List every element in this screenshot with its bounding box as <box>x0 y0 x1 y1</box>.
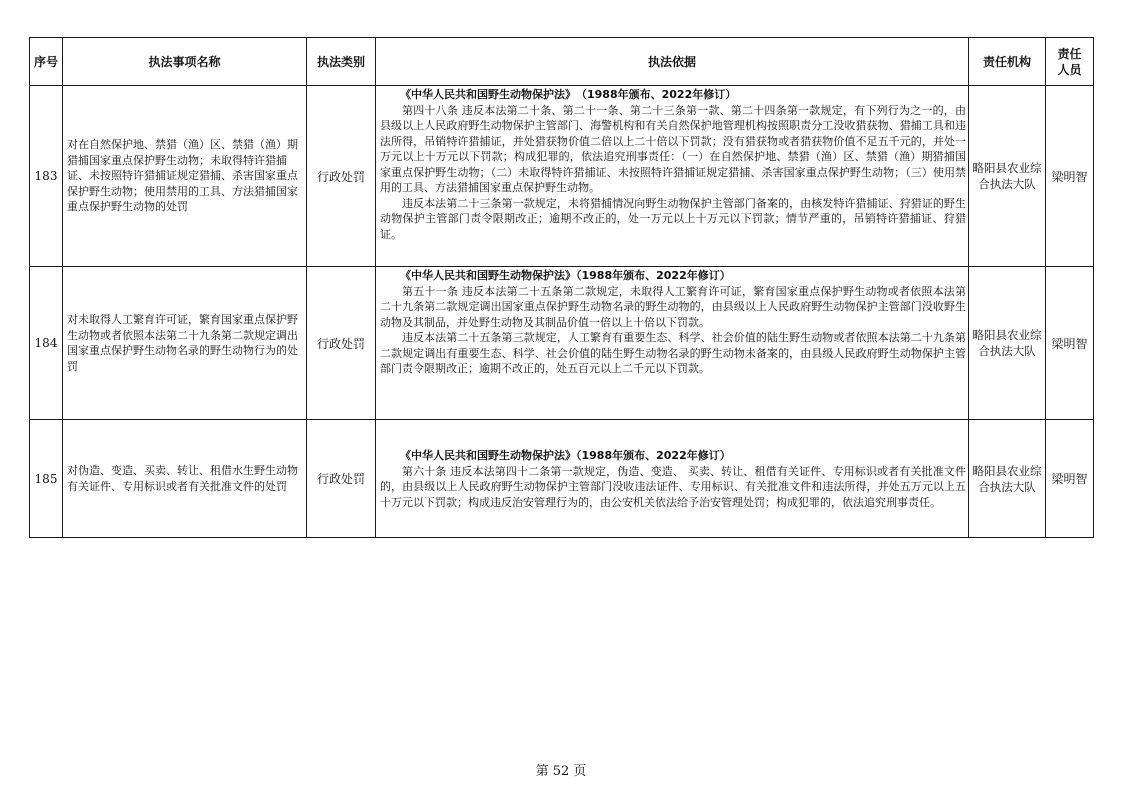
table-header-row <box>30 38 1094 86</box>
legal-basis <box>376 420 969 538</box>
responsible-org: 略阳县农业综合执法大队 <box>969 86 1046 267</box>
header-no: 序号 <box>30 38 63 86</box>
responsible-person: 梁明智 <box>1046 267 1094 420</box>
row-number: 184 <box>30 267 63 420</box>
basis-paragraph: 第四十八条 违反本法第二十条、第二十一条、第二十三条第一款、第二十四条第一款规定，有下列行为之一的，由县级以上人民政府野生动物保护主管部门、海警机构和有关自然保护地管理机构按照职责分工没收猎获物、猎捕工具和违法所得，吊销特许猎捕证，并处猎获物价值二倍以上二十倍以下罚款；没有猎获物或者猎获物价值不足五千元的，并处一万元以上十万元以下罚款；构成犯罪的，依法追究刑事责任：（一）在自然保护地、禁猎（渔）区、禁猎（渔）期猎捕国家重点保护野生动物；（二）未取得特许猎捕证、未按照特许猎捕证规定猎捕、杀害国家重点保护野生动物；（三）使用禁用的工具、方法猎捕国家重点保护野生动物。 <box>380 103 966 194</box>
legal-basis <box>376 267 969 420</box>
header-basis: 执法依据 <box>376 38 969 86</box>
item-category: 行政处罚 <box>307 267 376 420</box>
row-number: 185 <box>30 420 63 538</box>
responsible-person: 梁明智 <box>1046 420 1094 538</box>
law-title: 《中华人民共和国野生动物保护法》 （1988年颁布、2022年修订） <box>400 88 737 101</box>
responsible-person: 梁明智 <box>1046 86 1094 267</box>
item-category: 行政处罚 <box>307 420 376 538</box>
basis-paragraph: 违反本法第二十五条第三款规定，人工繁育有重要生态、科学、社会价值的陆生野生动物或者依照本法第二十九条第二款规定调出有重要生态、科学、社会价值的陆生野生动物名录的野生动物未备案的，由县级人民政府野生动物保护主管部门责令限期改正；逾期不改正的，处五百元以上二千元以下罚款。 <box>380 331 966 375</box>
item-name: 对在自然保护地、禁猎（渔）区、禁猎（渔）期猎捕国家重点保护野生动物；未取得特许猎捕证、未按照特许猎捕证规定猎捕、杀害国家重点保护野生动物；使用禁用的工具、方法猎捕国家重点保护野生动物的处罚 <box>63 86 307 267</box>
table-row <box>30 86 1094 267</box>
basis-paragraph: 第五十一条 违反本法第二十五条第二款规定，未取得人工繁育许可证，繁育国家重点保护野生动物或者依照本法第二十九条第二款规定调出国家重点保护野生动物名录的野生动物的，由县级以上人民政府野生动物保护主管部门没收野生动物及其制品，并处野生动物及其制品价值一倍以上十倍以下罚款。 <box>380 284 966 329</box>
law-title: 《中华人民共和国野生动物保护法》（1988年颁布、2022年修订） <box>400 269 731 282</box>
table-row <box>30 420 1094 538</box>
row-number: 183 <box>30 86 63 267</box>
enforcement-table <box>29 37 1094 538</box>
item-category: 行政处罚 <box>307 86 376 267</box>
header-name: 执法事项名称 <box>63 38 307 86</box>
responsible-org: 略阳县农业综合执法大队 <box>969 420 1046 538</box>
item-name: 对未取得人工繁育许可证，繁育国家重点保护野生动物或者依照本法第二十九条第二款规定调出国家重点保护野生动物名录的野生动物行为的处罚 <box>63 267 307 420</box>
header-type: 执法类别 <box>307 38 376 86</box>
responsible-org: 略阳县农业综合执法大队 <box>969 267 1046 420</box>
law-title: 《中华人民共和国野生动物保护法》（1988年颁布、2022年修订） <box>400 449 731 462</box>
item-name: 对伪造、变造、买卖、转让、租借水生野生动物有关证件、专用标识或者有关批准文件的处罚 <box>63 420 307 538</box>
legal-basis <box>376 86 969 267</box>
table-row <box>30 267 1094 420</box>
basis-paragraph: 第六十条 违反本法第四十二条第一款规定，伪造、变造、 买卖、转让、租借有关证件、专用标识或者有关批准文件的，由县级以上人民政府野生动物保护主管部门没收违法证件、专用标识、有关批准文件和违法所得，并处五万元以上五十万元以下罚款；构成违反治安管理行为的，由公安机关依法给予治安管理处罚；构成犯罪的，依法追究刑事责任。 <box>380 464 966 509</box>
header-person: 责任人员 <box>1046 38 1094 86</box>
page-number: 第 52 页 <box>535 764 587 779</box>
basis-paragraph: 违反本法第二十三条第一款规定，未将猎捕情况向野生动物保护主管部门备案的，由核发特许猎捕证、狩猎证的野生动物保护主管部门责令限期改正；逾期不改正的，处一万元以上十万元以下罚款；情节严重的，吊销特许猎捕证、狩猎证。 <box>380 196 966 241</box>
header-org: 责任机构 <box>969 38 1046 86</box>
